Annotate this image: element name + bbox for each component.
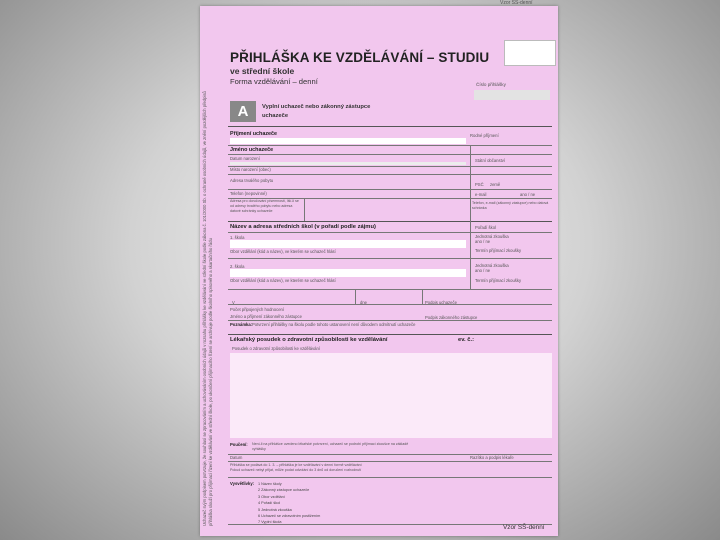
country-label: země	[490, 182, 501, 187]
phone-label: Telefon (nepovinné)	[230, 191, 267, 196]
explanations-list	[258, 481, 320, 526]
birth-surname-label: Rodné příjmení	[470, 133, 499, 138]
footer-notes: Přihláška se podává do 1. 3. – přihláška je ke vzdělávání v denní formě vzdělávání Pokud uchazeč nebyl přijat, může podat odvolání do 3 dnů od doručení rozhodnutí	[230, 463, 362, 473]
form-code-bottom: Vzor SŠ-denní	[503, 524, 545, 531]
medical-title: Lékařský posudek o zdravotní způsobilosti ke vzdělávání	[230, 337, 388, 343]
divider	[422, 289, 423, 304]
stamp-box	[504, 40, 556, 66]
note-label: Poznámka:	[230, 322, 253, 327]
guardian-contact-label: Telefon, e-mail (zákonný zástupce) nebo datová schránka	[472, 201, 549, 211]
application-number-label: Číslo přihlášky	[476, 82, 506, 87]
attachments-count-label: Počet připojených hodnocení	[230, 307, 285, 312]
note-text: Potvrzení přihlášky na školu podle tohoto ustanovení není důvodem odmítnutí uchazeče	[252, 322, 416, 327]
citizenship-label: Státní občanství	[475, 158, 506, 163]
medical-opinion-field[interactable]	[230, 353, 552, 438]
divider	[228, 166, 552, 167]
school-1-field[interactable]	[230, 240, 466, 248]
form-code-top: Vzor SŠ-denní	[500, 0, 533, 6]
doctor-stamp-label: Razítko a podpis lékaře	[470, 455, 514, 460]
medical-subtitle: Posudek o zdravotní způsobilosti ke vzdělávání	[232, 346, 320, 351]
birth-date-field[interactable]	[230, 162, 466, 165]
divider	[228, 334, 552, 335]
list-item: 4 Pořadí škol	[258, 501, 281, 506]
divider	[228, 258, 552, 259]
school-1-label: 1. škola	[230, 235, 245, 240]
divider	[228, 461, 552, 462]
school-2-field[interactable]	[230, 269, 466, 277]
birthplace-label: Místo narození (obec)	[230, 167, 271, 172]
surname-label: Příjmení uchazeče	[230, 131, 278, 137]
date-label: dne	[360, 300, 367, 305]
place-label: V	[232, 300, 235, 305]
form-subtitle: ve střední škole	[230, 66, 295, 76]
school-order-label: Pořadí škol	[475, 225, 496, 230]
applicant-signature-label: Podpis uchazeče	[425, 300, 457, 305]
first-name-label: Jméno uchazeče	[230, 147, 274, 153]
address-label: Adresa trvalého pobytu	[230, 178, 274, 183]
schools-section-title: Název a adresa středních škol (v pořadí podle zájmu)	[230, 224, 376, 230]
divider	[355, 289, 356, 304]
divider	[228, 126, 552, 127]
school-1-field-label: Obor vzdělání (kód a název), ve kterém se uchazeč hlásí	[230, 249, 336, 254]
school-2-field-label: Obor vzdělání (kód a název), ve kterém se uchazeč hlásí	[230, 278, 336, 283]
school-1-exam-yesno: ano / ne	[475, 239, 491, 244]
explanations-label: Vysvětlivky:	[230, 481, 255, 486]
divider	[228, 477, 552, 478]
guardian-name-label: Jméno a příjmení zákonného zástupce	[230, 314, 302, 319]
divider	[228, 154, 552, 155]
guardian-signature-label: Podpis zákonného zástupce	[425, 315, 478, 320]
divider	[228, 304, 552, 305]
side-legal-text: Uchazeč svým podpisem potvrzuje, že souhlasí se zpracováním a uchováváním osobních údajů v rozsahu přihlášky ke vzdělávání ve střední škole podle zákona č. 101/2000 Sb. o ochraně osobních údajů, ve znění pozdějších předpisů přihláška slouží pro přijímací řízení ke vzdělávání ve střední škole, po ukončení přijímacího řízení se archivuje podle školního spisového a skartačního řádu	[202, 91, 213, 526]
divider	[228, 189, 552, 190]
application-form	[200, 0, 558, 536]
form-type: Forma vzdělávání – denní	[230, 77, 318, 86]
delivery-address-label: Adresa pro doručování písemností, liší-li se od adresy trvalého pobytu nebo adresa datové schránky uchazeče	[230, 199, 299, 214]
list-item: 3 Obor vzdělání	[258, 494, 285, 499]
list-item: 7 Vyplní škola	[258, 520, 282, 525]
list-item: 2 Zákonný zástupce uchazeče	[258, 488, 310, 493]
divider	[228, 221, 552, 222]
school-1-exam-label: Jednotná zkouška	[475, 234, 509, 239]
birth-date-label: Datum narození	[230, 156, 260, 161]
surname-field[interactable]	[230, 138, 466, 144]
school-2-exam-label: Jednotná zkouška	[475, 263, 509, 268]
section-a-badge: A	[230, 101, 256, 122]
instruction-label: Poučení:	[230, 442, 248, 447]
yes-no-label: ano / ne	[520, 192, 536, 197]
form-title: PŘIHLÁŠKA KE VZDĚLÁVÁNÍ – STUDIU	[230, 50, 490, 65]
medical-date-label: Datum	[230, 455, 243, 460]
divider	[228, 232, 552, 233]
list-item: 5 Jednotná zkouška	[258, 507, 292, 512]
email-label: e-mail	[475, 192, 487, 197]
divider	[470, 145, 471, 221]
divider	[470, 221, 471, 289]
divider	[304, 198, 305, 221]
divider	[228, 174, 552, 175]
list-item: 1 Název školy	[258, 482, 282, 486]
divider	[228, 145, 552, 146]
divider	[228, 320, 552, 321]
list-item: 6 Uchazeč se zdravotním postižením	[258, 514, 321, 519]
medical-ev-number-label: ev. č.:	[458, 337, 475, 343]
postcode-label: PSČ	[475, 182, 484, 187]
school-2-term-label: Termín přijímací zkoušky	[475, 278, 522, 283]
section-a-instruction: Vyplní uchazeč nebo zákonný zástupce uchazeče	[262, 104, 371, 119]
school-1-term-label: Termín přijímací zkoušky	[475, 248, 522, 253]
application-number-field[interactable]	[474, 90, 550, 100]
divider	[228, 289, 552, 290]
school-2-exam-yesno: ano / ne	[475, 268, 491, 273]
instruction-text: Není-li na přihlášce uvedeno lékařské potvrzení, uchazeč se podrobí přijímací zkoušce na základě vyhlášky	[252, 442, 409, 452]
school-2-label: 2. škola	[230, 264, 245, 269]
